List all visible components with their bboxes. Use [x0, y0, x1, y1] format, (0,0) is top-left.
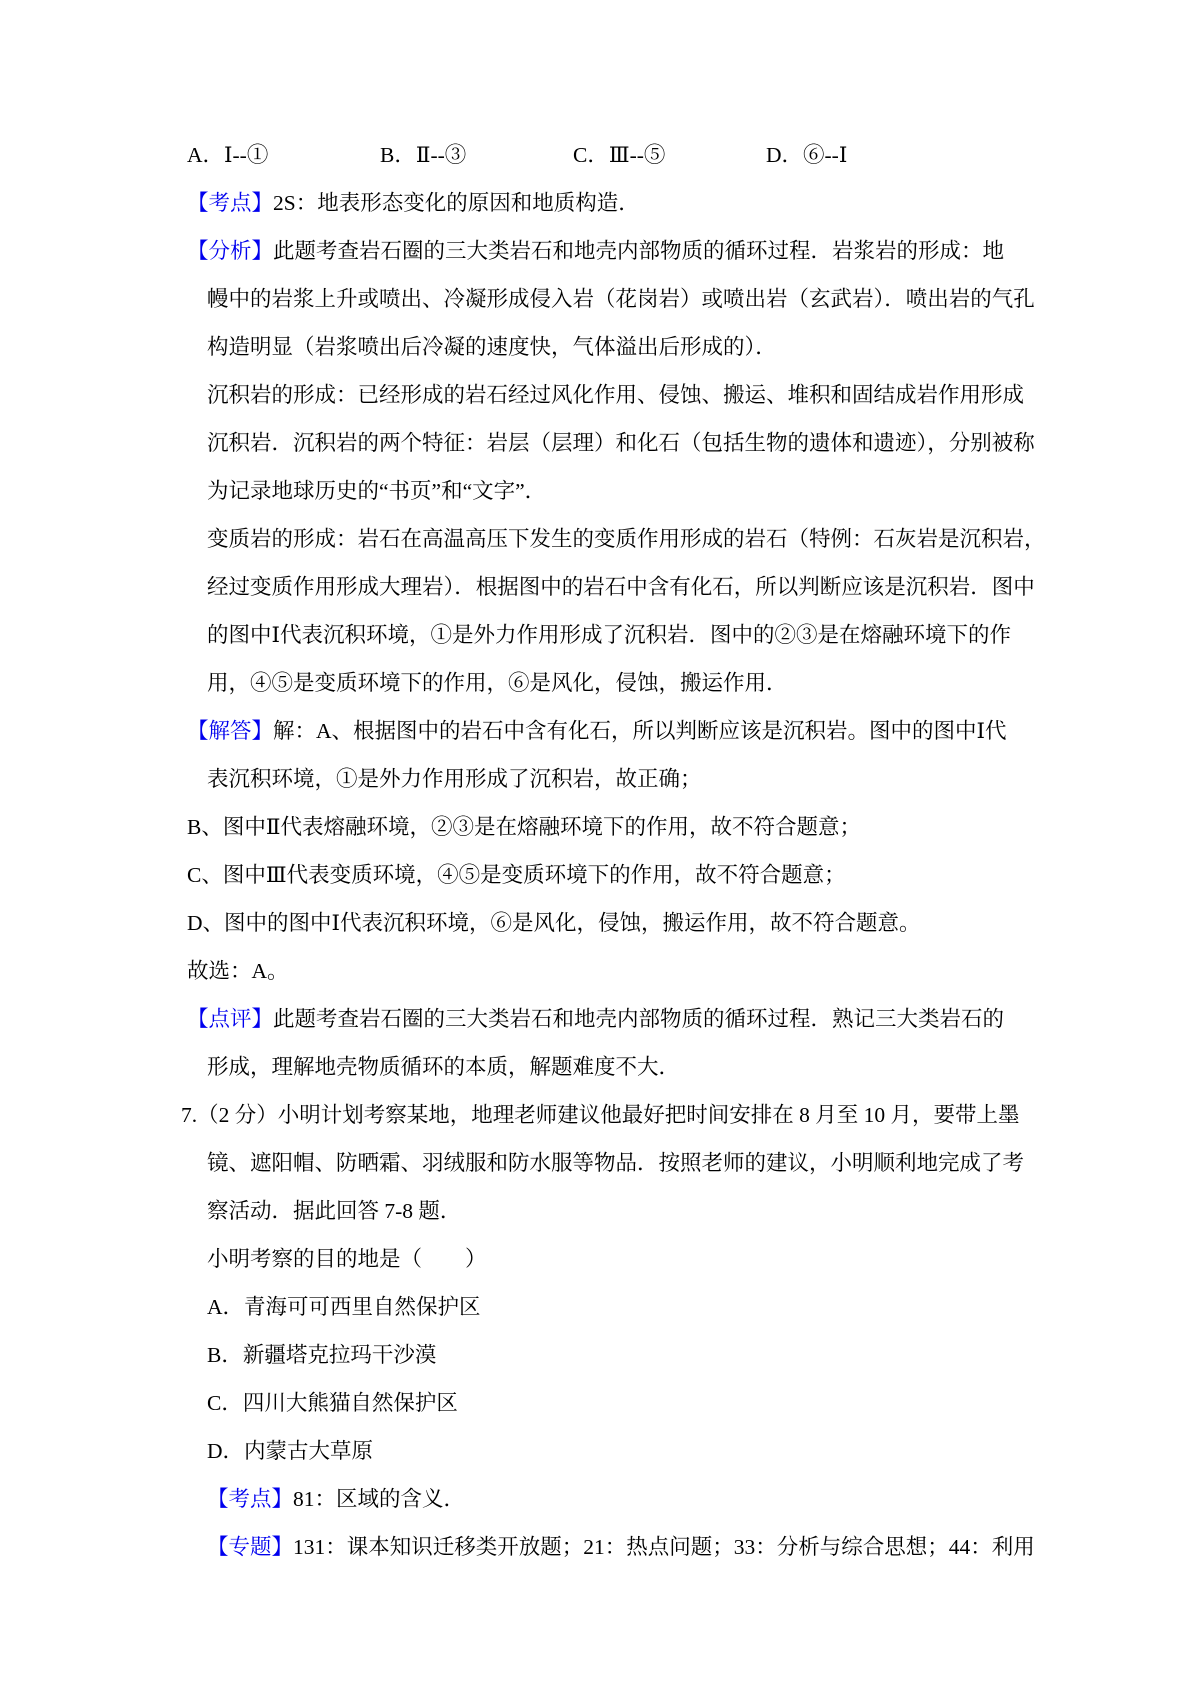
analysis-cont-line: [0, 563, 1200, 611]
answer-document: [0, 131, 1200, 1571]
q7-stem-cont-line: [0, 1139, 1200, 1187]
topic-text: 131：课本知识迁移类开放题；21：热点问题；33：分析与综合思想；44：利用: [293, 1535, 1035, 1559]
text-line: D、图中的图中Ⅰ代表沉积环境，⑥是风化，侵蚀，搬运作用，故不符合题意。: [187, 911, 921, 935]
analysis-cont-line: [0, 659, 1200, 707]
text-line: 镜、遮阳帽、防晒霜、羽绒服和防水服等物品．按照老师的建议，小明顺利地完成了考: [207, 1151, 1025, 1175]
text-line: 故选：A。: [187, 959, 289, 983]
text-line: 察活动．据此回答 7-8 题．: [207, 1199, 462, 1223]
analysis-text: 此题考查岩石圈的三大类岩石和地壳内部物质的循环过程．岩浆岩的形成：地: [273, 239, 1005, 263]
q6-options-row: [0, 131, 1200, 179]
solution-cont-line: [0, 755, 1200, 803]
q6-option-d: D．⑥--Ⅰ: [766, 143, 848, 167]
text-line: A．青海可可西里自然保护区: [207, 1295, 481, 1319]
text-line: 表沉积环境，①是外力作用形成了沉积岩，故正确；: [207, 767, 702, 791]
text-line: D．内蒙古大草原: [207, 1439, 374, 1463]
answer-choice-line: [0, 947, 1200, 995]
q6-option-b: B．Ⅱ--③: [380, 143, 467, 167]
analysis-tag: 【分析】: [187, 239, 274, 263]
q6-comment-line: [0, 995, 1200, 1043]
text-line: C、图中Ⅲ代表变质环境，④⑤是变质环境下的作用，故不符合题意；: [187, 863, 846, 887]
q7-subquestion-line: [0, 1235, 1200, 1283]
q7-option-b: [0, 1331, 1200, 1379]
exam-point-tag: 【考点】: [207, 1487, 294, 1511]
analysis-cont-line: [0, 419, 1200, 467]
solution-item-d: [0, 899, 1200, 947]
text-line: 形成，理解地壳物质循环的本质，解题难度不大．: [207, 1055, 681, 1079]
q7-topic-line: [0, 1523, 1200, 1571]
exam-point-text: 2S：地表形态变化的原因和地质构造．: [273, 191, 640, 215]
text-line: 的图中Ⅰ代表沉积环境，①是外力作用形成了沉积岩．图中的②③是在熔融环境下的作: [207, 623, 1011, 647]
q7-number: 7.（2 分）: [181, 1103, 278, 1127]
solution-text: 解：A、根据图中的岩石中含有化石，所以判断应该是沉积岩。图中的图中Ⅰ代: [273, 719, 1007, 743]
text-line: 沉积岩．沉积岩的两个特征：岩层（层理）和化石（包括生物的遗体和遗迹），分别被称: [207, 431, 1035, 455]
q7-stem-text: 小明计划考察某地，地理老师建议他最好把时间安排在 8 月至 10 月，要带上墨: [277, 1103, 1020, 1127]
q7-option-d: [0, 1427, 1200, 1475]
q7-option-a: [0, 1283, 1200, 1331]
q6-analysis-line: [0, 227, 1200, 275]
q7-option-c: [0, 1379, 1200, 1427]
exam-point-tag: 【考点】: [187, 191, 274, 215]
text-line: 变质岩的形成：岩石在高温高压下发生的变质作用形成的岩石（特例：石灰岩是沉积岩，: [207, 527, 1046, 551]
comment-cont-line: [0, 1043, 1200, 1091]
text-line: C．四川大熊猫自然保护区: [207, 1391, 458, 1415]
comment-text: 此题考查岩石圈的三大类岩石和地壳内部物质的循环过程．熟记三大类岩石的: [273, 1007, 1005, 1031]
analysis-cont-line: [0, 611, 1200, 659]
text-line: 沉积岩的形成：已经形成的岩石经过风化作用、侵蚀、搬运、堆积和固结成岩作用形成: [207, 383, 1025, 407]
solution-tag: 【解答】: [187, 719, 274, 743]
topic-tag: 【专题】: [207, 1535, 294, 1559]
text-line: 用，④⑤是变质环境下的作用，⑥是风化，侵蚀，搬运作用．: [207, 671, 788, 695]
text-line: 小明考察的目的地是（ ）: [207, 1247, 487, 1271]
q6-exam-point-line: [0, 179, 1200, 227]
q6-option-a: A．Ⅰ--①: [187, 143, 269, 167]
q6-solution-line: [0, 707, 1200, 755]
comment-tag: 【点评】: [187, 1007, 274, 1031]
text-line: B、图中Ⅱ代表熔融环境，②③是在熔融环境下的作用，故不符合题意；: [187, 815, 861, 839]
analysis-cont-line: [0, 371, 1200, 419]
analysis-cont-line: [0, 323, 1200, 371]
exam-point-text: 81：区域的含义．: [293, 1487, 466, 1511]
text-line: 经过变质作用形成大理岩）．根据图中的岩石中含有化石，所以判断应该是沉积岩．图中: [207, 575, 1035, 599]
analysis-cont-line: [0, 515, 1200, 563]
solution-item-b: [0, 803, 1200, 851]
text-line: B．新疆塔克拉玛干沙漠: [207, 1343, 437, 1367]
q6-option-c: C．Ⅲ--⑤: [573, 143, 666, 167]
solution-item-c: [0, 851, 1200, 899]
q7-exam-point-line: [0, 1475, 1200, 1523]
text-line: 幔中的岩浆上升或喷出、冷凝形成侵入岩（花岗岩）或喷出岩（玄武岩）．喷出岩的气孔: [207, 287, 1035, 311]
q7-stem-line: [0, 1091, 1200, 1139]
text-line: 为记录地球历史的“书页”和“文字”．: [207, 479, 547, 503]
analysis-cont-line: [0, 467, 1200, 515]
q7-stem-cont-line: [0, 1187, 1200, 1235]
text-line: 构造明显（岩浆喷出后冷凝的速度快，气体溢出后形成的）．: [207, 335, 777, 359]
analysis-cont-line: [0, 275, 1200, 323]
